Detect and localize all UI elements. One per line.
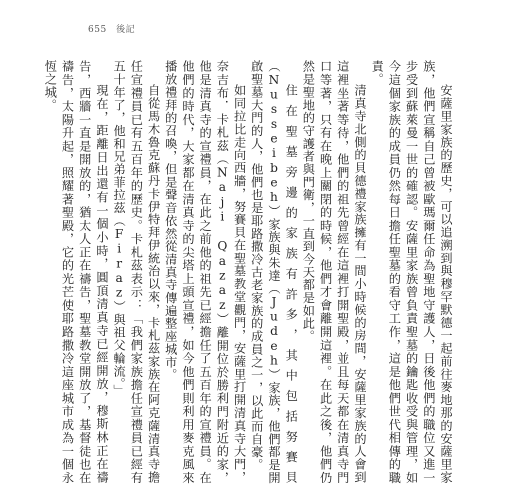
paragraph: 安薩里家族的歷史，可以追溯到與穆罕默德一起前往麥地那的安薩里家族，他們宣稱自己曾被歐瑪爾任命為聖地守護人，日後他們的職位又進一步受到蘇萊曼一世的確認。安薩里家族曾負責聖墓的鑰匙收受與管理，如今這個家族的成員仍然每日擔任聖墓的看守工作，這是他們世代相傳的職責。 bbox=[370, 60, 453, 484]
chapter-title: 後記 bbox=[116, 25, 136, 35]
paragraph: 自從馬木魯克蘇丹卡伊特拜伊統治以來，卡札茲家族在阿克薩清真寺擔任宣禮員已有五百年的歷史。卡札茲表示：「我們家族擔任宣禮員已經有五十年了，他和兄弟菲拉茲（Firaz）與祖父輪流。」 bbox=[112, 60, 161, 484]
page-number: 655 bbox=[88, 25, 107, 35]
body-text bbox=[43, 60, 454, 484]
paragraph: 現在，距離日出還有一個小時，圓頂清真寺已經開放，穆斯林正在禱告，西牆一直是開放的，猶太人正在禱告，聖墓教堂開放了，基督徒也在禱告，太陽升起，照耀著聖殿，它的光芒使耶路撒冷這座城市成為一個永恆之城。 bbox=[43, 60, 109, 484]
paragraph: 如同拉比走向西牆，努賽貝在聖墓教堂觀門，安薩里打開清真寺大門，奈吉布．卡札茲（Naji Qazaz）離開位於勝利門附近的家，他是清真寺的宣禮員，在此之前他的祖先已經擔任了五百年的宣禮員。在他們的時代，大家都在清真寺的尖塔上頭宣禮，如今他們則利用麥克風來播放禮拜的召喚，但是聲音依然從清真寺傳遍整座城市。 bbox=[163, 60, 247, 484]
paragraph: 住在聖墓旁邊的家族有許多，其中包括努賽貝（Nusseibeh）家族與朱達（Judeh）家族，他們都是開啟聖墓大門的人，他們也是耶路撒冷古老家族的成員之一，以此而自豪。 bbox=[249, 60, 299, 484]
paragraph: 清真寺北側的貝德禮家族擁有一間小時候的房間，安薩里家族的人會到這裡坐著等待，他們的祖先曾經在這裡打開聖殿，並且每天都在清真寺門口等著，只有在晚上關閉的時候，他們才會離開這裡。在此之後，他們仍然是聖地的守護者與門衛，一直到今天都是如此。 bbox=[301, 60, 367, 484]
running-header bbox=[88, 22, 135, 35]
